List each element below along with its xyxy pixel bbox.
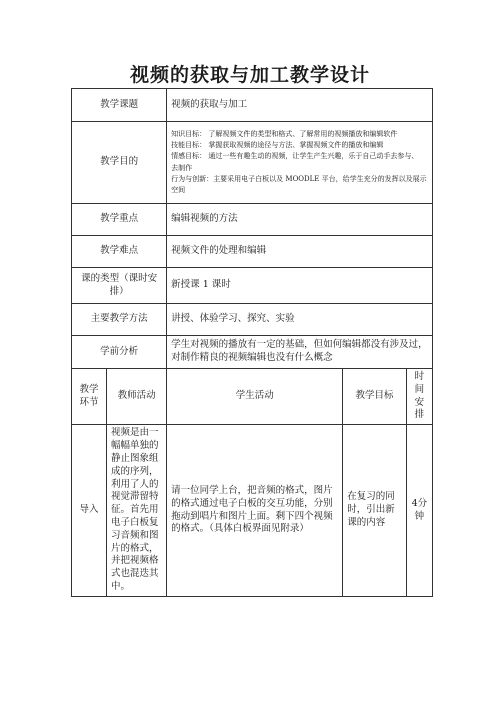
header-stage: 教学环节 bbox=[72, 369, 107, 425]
key-point-value: 编辑视频的方法 bbox=[167, 204, 433, 236]
row-lesson-type bbox=[72, 268, 433, 304]
lesson-type-value: 新授课 1 课时 bbox=[167, 268, 433, 304]
objective-line: 行为与创新：主要采用电子白板以及 MOODLE 平台，给学生充分的发挥以及展示 bbox=[171, 174, 427, 183]
key-point-label: 教学重点 bbox=[72, 204, 167, 236]
objective-line: 技能目标： 掌握获取视频的途径与方法、掌握视频文件的播放和编辑 bbox=[171, 141, 384, 150]
row-objectives bbox=[72, 122, 433, 204]
difficulty-value: 视频文件的处理和编辑 bbox=[167, 236, 433, 268]
row-key-point bbox=[72, 204, 433, 236]
objective-line: 去制作 bbox=[171, 163, 193, 172]
topic-label: 教学课题 bbox=[72, 89, 167, 122]
row-topic bbox=[72, 89, 433, 122]
topic-value: 视频的获取与加工 bbox=[167, 89, 433, 122]
objectives-label: 教学目的 bbox=[72, 122, 167, 204]
objectives-value bbox=[167, 122, 433, 204]
process-header-row bbox=[72, 369, 433, 425]
row-difficulty bbox=[72, 236, 433, 268]
header-teacher: 教师活动 bbox=[107, 369, 167, 425]
student-activity-cell: 请一位同学上台，把音频的格式，图片的格式通过电子白板的交互功能，分别拖动到唱片和图片上面。剩下四个视频的格式。（具体白板界面见附录） bbox=[167, 425, 343, 597]
row-analysis bbox=[72, 336, 433, 369]
stage-cell: 导入 bbox=[72, 425, 107, 597]
table-row bbox=[72, 425, 433, 597]
header-student: 学生活动 bbox=[167, 369, 343, 425]
header-time: 时间安排 bbox=[406, 369, 432, 425]
page-title: 视频的获取与加工教学设计 bbox=[129, 64, 370, 86]
lesson-plan-table bbox=[71, 88, 433, 597]
difficulty-label: 教学难点 bbox=[72, 236, 167, 268]
objective-line: 知识目标： 了解视频文件的类型和格式、了解常用的视频播放和编辑软件 bbox=[171, 129, 398, 138]
row-methods bbox=[72, 304, 433, 336]
objective-line: 空间 bbox=[171, 185, 186, 194]
objective-line: 情感目标： 通过一些有趣生动的视频，让学生产生兴趣，乐于自己动手去参与、 bbox=[171, 152, 419, 161]
teacher-activity-cell: 视频是由一幅幅单独的静止图象组成的序列，利用了人的视觉滞留特征。首先用电子白板复习音频和图片的格式，并把视频格式也混迭其中。 bbox=[107, 425, 167, 597]
header-goal: 教学目标 bbox=[343, 369, 406, 425]
goal-cell: 在复习的同时，引出新课的内容 bbox=[343, 425, 406, 597]
methods-value: 讲授、体验学习、探究、实验 bbox=[167, 304, 433, 336]
methods-label: 主要教学方法 bbox=[72, 304, 167, 336]
analysis-value: 学生对视频的播放有一定的基础，但如何编辑都没有涉及过，对制作精良的视频编辑也没有什么概念 bbox=[167, 336, 433, 369]
analysis-label: 学前分析 bbox=[72, 336, 167, 369]
lesson-type-label: 课的类型（课时安排） bbox=[72, 268, 167, 304]
time-cell: 4分钟 bbox=[406, 425, 432, 597]
